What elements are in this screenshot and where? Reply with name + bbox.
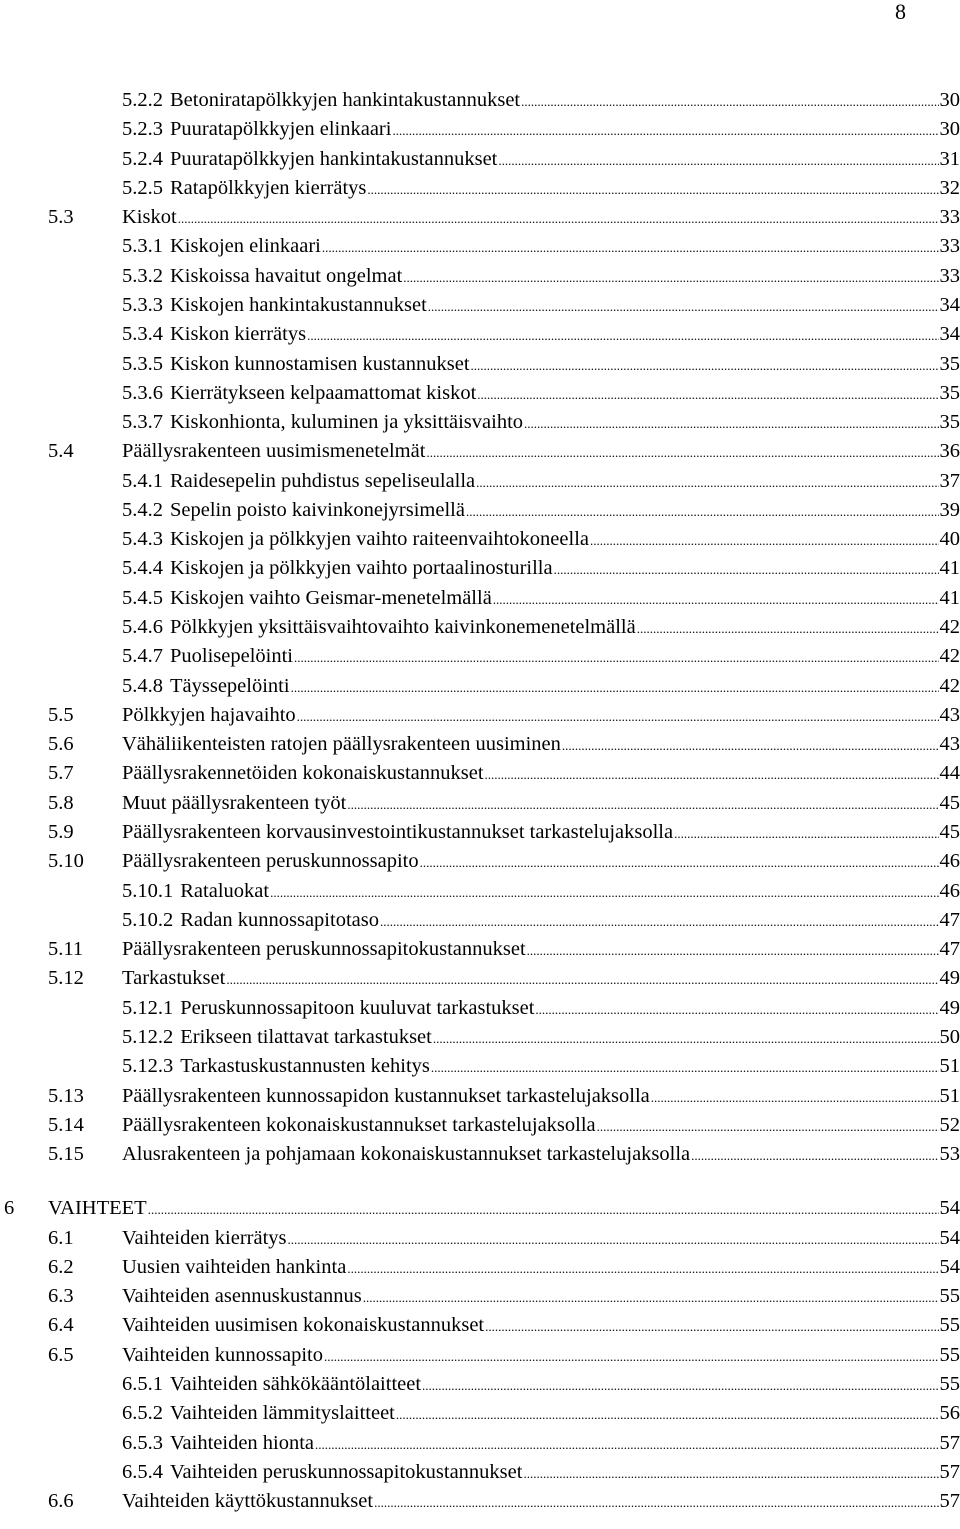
toc-entry[interactable]	[122, 1053, 960, 1079]
toc-entry-title: Rataluokat	[180, 879, 270, 902]
toc-entry[interactable]	[122, 87, 960, 113]
toc-entry-page: 44	[939, 762, 960, 785]
toc-entry[interactable]	[122, 116, 960, 142]
toc-entry[interactable]	[122, 497, 960, 523]
toc-entry[interactable]	[48, 1141, 960, 1167]
toc-entry-page: 55	[939, 1285, 960, 1308]
toc-dot-leader	[420, 850, 939, 876]
toc-dot-leader	[403, 265, 938, 291]
toc-entry-number: 6.5.3	[122, 1431, 163, 1454]
toc-entry-number: 5.4.4	[122, 557, 163, 580]
toc-entry-page: 35	[939, 352, 960, 375]
toc-entry-page: 50	[939, 1025, 960, 1048]
toc-entry[interactable]	[122, 878, 960, 904]
toc-entry[interactable]	[48, 1112, 960, 1138]
toc-dot-leader	[493, 587, 939, 613]
toc-dot-leader	[554, 557, 939, 583]
toc-entry-title: Sepelin poisto kaivinkonejyrsimellä	[170, 498, 465, 521]
toc-entry-number: 5.13	[48, 1084, 84, 1107]
toc-entry[interactable]	[48, 1488, 960, 1514]
toc-entry-number: 5.3.3	[122, 293, 163, 316]
toc-entry-number: 6.2	[48, 1255, 74, 1278]
toc-entry-page: 34	[939, 323, 960, 346]
toc-entry-number: 5.4.5	[122, 586, 163, 609]
toc-dot-leader	[324, 1344, 939, 1370]
toc-entry-title: Kiskojen ja pölkkyjen vaihto raiteenvaihtokoneella	[170, 528, 589, 551]
toc-entry-page: 46	[939, 879, 960, 902]
toc-entry-number: 5.3.4	[122, 323, 163, 346]
toc-entry[interactable]	[122, 673, 960, 699]
toc-entry-title: Päällysrakenteen korvausinvestointikustannukset tarkastelujaksolla	[122, 821, 674, 843]
toc-dot-leader	[471, 353, 939, 379]
toc-dot-leader	[380, 909, 939, 935]
toc-entry-number: 5.10	[48, 850, 84, 873]
toc-entry[interactable]	[122, 351, 960, 377]
toc-entry-number: 5.2.2	[122, 89, 163, 111]
toc-entry[interactable]	[122, 380, 960, 406]
toc-entry-page: 30	[939, 118, 960, 141]
toc-dot-leader	[226, 967, 938, 993]
toc-entry-number: 5.3.5	[122, 352, 163, 375]
toc-entry-title: Täyssepelöinti	[170, 674, 290, 697]
toc-dot-leader	[347, 1256, 938, 1282]
toc-dot-leader	[466, 499, 939, 525]
toc-entry-title: Päällysrakenteen kokonaiskustannukset tarkastelujaksolla	[122, 1113, 596, 1136]
toc-entry-number: 5.3.1	[122, 235, 163, 258]
toc-entry[interactable]	[122, 555, 960, 581]
toc-entry-page: 57	[939, 1490, 960, 1513]
toc-entry[interactable]	[122, 1371, 960, 1397]
toc-entry-page: 40	[939, 528, 960, 551]
toc-entry[interactable]	[48, 936, 960, 962]
toc-dot-leader	[294, 645, 939, 671]
toc-entry[interactable]	[48, 702, 960, 728]
toc-entry-number: 6.1	[48, 1226, 74, 1249]
toc-entry-number: 5.10.2	[122, 908, 174, 931]
toc-dot-leader	[392, 118, 938, 144]
toc-entry-page: 56	[939, 1402, 960, 1425]
toc-dot-leader	[523, 1461, 938, 1487]
toc-entry-title: Vaihteiden hionta	[170, 1431, 315, 1454]
toc-entry[interactable]	[122, 526, 960, 552]
toc-dot-leader	[422, 1373, 938, 1399]
toc-dot-leader	[288, 1227, 939, 1253]
toc-entry-number: 5.11	[48, 938, 84, 961]
toc-entry-title: VAIHTEET	[48, 1197, 147, 1220]
toc-entry-title: Tarkastuskustannusten kehitys	[180, 1055, 430, 1078]
toc-entry-number: 5.12	[48, 967, 84, 990]
toc-entry[interactable]	[48, 1283, 960, 1309]
toc-entry-title: Kierrätykseen kelpaamattomat kiskot	[170, 381, 477, 404]
toc-dot-leader	[315, 1432, 938, 1458]
toc-dot-leader	[433, 1026, 939, 1052]
toc-entry-title: Kiskonhionta, kuluminen ja yksittäisvaihto	[170, 411, 524, 434]
toc-entry-number: 6.3	[48, 1285, 74, 1308]
toc-dot-leader	[374, 1490, 938, 1516]
toc-entry[interactable]	[48, 1083, 960, 1109]
toc-entry[interactable]	[122, 146, 960, 172]
toc-entry-number: 5.14	[48, 1113, 84, 1136]
toc-entry-number: 5.12.3	[122, 1055, 174, 1078]
toc-entry-page: 33	[939, 264, 960, 287]
toc-entry-number: 5.2.3	[122, 118, 163, 141]
toc-entry-title: Vaihteiden uusimisen kokonaiskustannukset	[122, 1314, 485, 1337]
toc-entry-page: 57	[939, 1431, 960, 1454]
toc-entry-page: 55	[939, 1343, 960, 1366]
toc-entry[interactable]	[48, 760, 960, 786]
toc-dot-leader	[691, 1143, 938, 1169]
toc-dot-leader	[270, 880, 938, 906]
toc-entry-title: Vaihteiden sähkökääntölaitteet	[170, 1373, 422, 1396]
toc-entry-number: 5.4.7	[122, 645, 163, 668]
toc-entry[interactable]	[48, 790, 960, 816]
toc-dot-leader	[148, 1197, 939, 1223]
toc-dot-leader	[521, 89, 938, 115]
toc-entry-number: 5.6	[48, 733, 74, 756]
toc-entry-page: 49	[939, 967, 960, 990]
toc-entry-title: Pölkkyjen yksittäisvaihtovaihto kaivinkonemenetelmällä	[170, 616, 636, 639]
toc-entry-title: Vaihteiden peruskunnossapitokustannukset	[170, 1460, 523, 1483]
toc-entry-title: Vaihteiden kierrätys	[122, 1226, 287, 1249]
toc-entry[interactable]	[48, 1312, 960, 1338]
toc-entry-page: 53	[939, 1143, 960, 1166]
toc-entry-page: 42	[939, 645, 960, 668]
toc-entry-title: Uusien vaihteiden hankinta	[122, 1255, 347, 1278]
toc-entry-number: 6.4	[48, 1314, 74, 1337]
toc-entry[interactable]	[122, 175, 960, 201]
toc-entry-page: 33	[939, 206, 960, 229]
toc-dot-leader	[297, 704, 939, 730]
toc-entry-page: 42	[939, 616, 960, 639]
toc-entry-number: 6	[4, 1197, 15, 1220]
toc-entry[interactable]	[48, 204, 960, 230]
toc-entry-page: 33	[939, 235, 960, 258]
toc-entry[interactable]	[122, 1024, 960, 1050]
toc-dot-leader	[291, 675, 939, 701]
toc-dot-leader	[524, 411, 938, 437]
toc-entry-title: Puuratapölkkyjen elinkaari	[170, 118, 392, 141]
toc-entry-number: 5.9	[48, 821, 74, 843]
toc-entry-page: 49	[939, 996, 960, 1019]
toc-dot-leader	[347, 792, 938, 818]
toc-entry-title: Vaihteiden kunnossapito	[122, 1343, 323, 1366]
toc-entry-page: 30	[939, 89, 960, 111]
toc-dot-leader	[597, 1114, 939, 1140]
toc-entry[interactable]	[48, 1225, 960, 1251]
toc-entry[interactable]	[122, 1459, 960, 1485]
toc-entry-title: Kiskon kunnostamisen kustannukset	[170, 352, 470, 375]
toc-dot-leader	[322, 235, 939, 261]
toc-dot-leader	[431, 1055, 939, 1081]
toc-entry-page: 55	[939, 1314, 960, 1337]
toc-dot-leader	[485, 1314, 938, 1340]
toc-entry-page: 39	[939, 498, 960, 521]
toc-entry-page: 37	[939, 469, 960, 492]
toc-entry-title: Alusrakenteen ja pohjamaan kokonaiskustannukset tarkastelujaksolla	[122, 1143, 691, 1166]
toc-entry-page: 57	[939, 1460, 960, 1483]
toc-entry-title: Kiskojen vaihto Geismar-menetelmällä	[170, 586, 492, 609]
toc-entry-page: 45	[939, 821, 960, 843]
toc-entry-title: Kiskot	[122, 206, 177, 229]
toc-entry-page: 43	[939, 733, 960, 756]
toc-dot-leader	[476, 470, 938, 496]
toc-entry-title: Vaihteiden asennuskustannus	[122, 1285, 362, 1308]
toc-entry-number: 5.2.5	[122, 176, 163, 199]
toc-entry-title: Kiskojen ja pölkkyjen vaihto portaalinosturilla	[170, 557, 553, 580]
toc-entry-title: Ratapölkkyjen kierrätys	[170, 176, 367, 199]
toc-entry-page: 47	[939, 908, 960, 931]
toc-entry-title: Päällysrakenteen peruskunnossapito	[122, 850, 419, 873]
toc-entry-number: 5.4.3	[122, 528, 163, 551]
toc-entry[interactable]	[122, 468, 960, 494]
toc-entry-page: 42	[939, 674, 960, 697]
toc-entry-number: 5.15	[48, 1143, 84, 1166]
toc-entry-number: 5.3.6	[122, 381, 163, 404]
toc-dot-leader	[477, 382, 938, 408]
toc-entry-title: Raidesepelin puhdistus sepeliseulalla	[170, 469, 476, 492]
toc-entry-page: 51	[939, 1055, 960, 1078]
toc-entry-number: 5.4.2	[122, 498, 163, 521]
toc-entry-page: 51	[939, 1084, 960, 1107]
toc-entry-title: Kiskon kierrätys	[170, 323, 307, 346]
toc-entry-page: 43	[939, 703, 960, 726]
toc-entry-number: 6.6	[48, 1490, 74, 1513]
toc-entry-number: 5.7	[48, 762, 74, 785]
toc-entry[interactable]	[48, 819, 960, 845]
toc-entry-number: 5.4.1	[122, 469, 163, 492]
toc-dot-leader	[367, 177, 938, 203]
toc-entry[interactable]	[122, 233, 960, 259]
toc-entry-title: Radan kunnossapitotaso	[180, 908, 379, 931]
toc-entry-page: 54	[939, 1255, 960, 1278]
toc-entry-number: 5.5	[48, 703, 74, 726]
toc-entry-page: 46	[939, 850, 960, 873]
toc-entry[interactable]	[122, 1430, 960, 1456]
toc-entry-page: 41	[939, 557, 960, 580]
toc-entry-number: 5.3.2	[122, 264, 163, 287]
toc-entry-number: 6.5.4	[122, 1460, 163, 1483]
toc-entry[interactable]	[48, 1254, 960, 1280]
toc-entry[interactable]	[122, 409, 960, 435]
toc-dot-leader	[590, 528, 939, 554]
toc-entry[interactable]	[122, 995, 960, 1021]
toc-entry[interactable]	[122, 263, 960, 289]
toc-dot-leader	[485, 762, 939, 788]
toc-entry-page: 54	[939, 1226, 960, 1249]
toc-entry-title: Erikseen tilattavat tarkastukset	[180, 1025, 432, 1048]
toc-entry-number: 5.10.1	[122, 879, 174, 902]
toc-dot-leader	[426, 440, 938, 466]
toc-entry-number: 5.3.7	[122, 411, 163, 434]
toc-entry-title: Vähäliikenteisten ratojen päällysrakenteen uusiminen	[122, 733, 561, 756]
toc-entry-title: Päällysrakenteen kunnossapidon kustannukset tarkastelujaksolla	[122, 1084, 650, 1107]
toc-entry-page: 45	[939, 791, 960, 814]
toc-entry-title: Pölkkyjen hajavaihto	[122, 703, 296, 726]
toc-entry-title: Päällysrakenteen uusimismenetelmät	[122, 440, 426, 463]
toc-entry-title: Kiskoissa havaitut ongelmat	[170, 264, 403, 287]
toc-entry-title: Päällysrakenteen peruskunnossapitokustannukset	[122, 938, 526, 961]
toc-dot-leader	[674, 821, 938, 847]
toc-entry[interactable]	[122, 585, 960, 611]
toc-entry-page: 34	[939, 293, 960, 316]
toc-entry-number: 5.12.1	[122, 996, 174, 1019]
toc-dot-leader	[535, 997, 938, 1023]
toc-entry-number: 5.3	[48, 206, 74, 229]
toc-entry-number: 5.4.6	[122, 616, 163, 639]
toc-entry[interactable]	[122, 907, 960, 933]
toc-entry[interactable]	[48, 438, 960, 464]
toc-dot-leader	[498, 148, 938, 174]
toc-entry-title: Puolisepelöinti	[170, 645, 293, 668]
toc-entry-number: 5.12.2	[122, 1025, 174, 1048]
page-number: 8	[895, 0, 906, 24]
toc-entry-title: Muut päällysrakenteen työt	[122, 791, 347, 814]
toc-entry-title: Tarkastukset	[122, 967, 226, 990]
toc-entry[interactable]	[122, 1400, 960, 1426]
toc-dot-leader	[307, 323, 938, 349]
toc-entry-title: Betoniratapölkkyjen hankintakustannukset	[170, 89, 521, 111]
toc-entry-title: Vaihteiden käyttökustannukset	[122, 1490, 374, 1513]
toc-entry-number: 6.5.2	[122, 1402, 163, 1425]
toc-entry-page: 35	[939, 411, 960, 434]
toc-entry[interactable]	[122, 643, 960, 669]
toc-entry-number: 6.5.1	[122, 1373, 163, 1396]
toc-entry[interactable]	[48, 1342, 960, 1368]
toc-entry-number: 5.4	[48, 440, 74, 463]
toc-entry-title: Kiskojen elinkaari	[170, 235, 321, 258]
toc-entry-number: 6.5	[48, 1343, 74, 1366]
toc-entry-page: 54	[939, 1197, 960, 1220]
toc-dot-leader	[651, 1085, 939, 1111]
toc-entry[interactable]	[48, 848, 960, 874]
toc-entry-number: 5.8	[48, 791, 74, 814]
toc-entry[interactable]	[122, 321, 960, 347]
toc-entry-page: 36	[939, 440, 960, 463]
toc-entry-page: 31	[939, 147, 960, 170]
toc-dot-leader	[428, 294, 939, 320]
toc-entry-number: 5.4.8	[122, 674, 163, 697]
toc-entry[interactable]	[48, 965, 960, 991]
toc-dot-leader	[396, 1402, 939, 1428]
toc-entry[interactable]	[4, 1195, 960, 1221]
toc-entry-page: 32	[939, 176, 960, 199]
toc-entry-number: 5.2.4	[122, 147, 163, 170]
toc-entry[interactable]	[122, 292, 960, 318]
toc-entry-page: 41	[939, 586, 960, 609]
toc-entry-title: Kiskojen hankintakustannukset	[170, 293, 427, 316]
toc-entry-page: 55	[939, 1373, 960, 1396]
toc-entry-page: 52	[939, 1113, 960, 1136]
toc-entry[interactable]	[48, 731, 960, 757]
toc-entry-title: Vaihteiden lämmityslaitteet	[170, 1402, 395, 1425]
toc-entry[interactable]	[122, 614, 960, 640]
toc-dot-leader	[562, 733, 939, 759]
toc-dot-leader	[527, 938, 939, 964]
toc-dot-leader	[363, 1285, 939, 1311]
toc-entry-page: 47	[939, 938, 960, 961]
toc-entry-title: Päällysrakennetöiden kokonaiskustannukset	[122, 762, 484, 785]
toc-entry-title: Peruskunnossapitoon kuuluvat tarkastukset	[180, 996, 535, 1019]
toc-dot-leader	[178, 206, 939, 232]
toc-entry-page: 35	[939, 381, 960, 404]
toc-dot-leader	[637, 616, 939, 642]
toc-entry-title: Puuratapölkkyjen hankintakustannukset	[170, 147, 498, 170]
